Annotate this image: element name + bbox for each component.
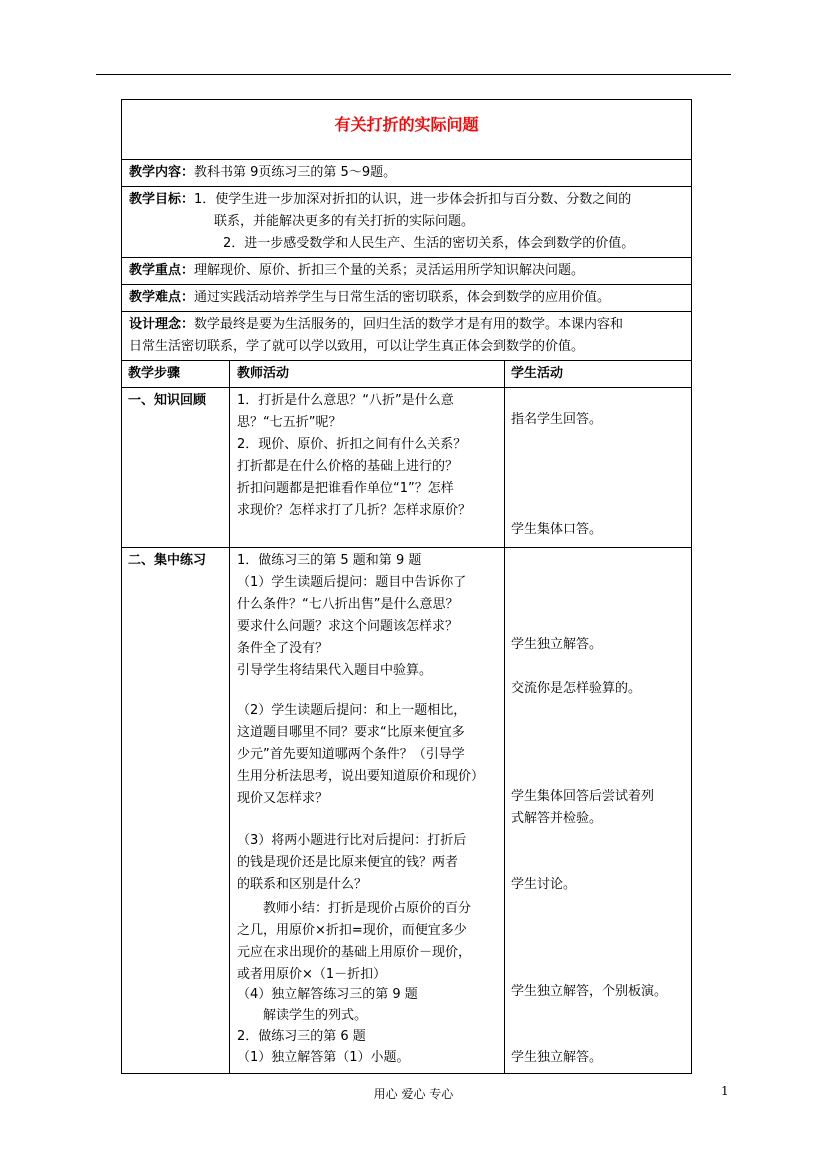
key-point-text: 理解现价、原价、折扣三个量的关系；灵活运用所学知识解决问题。: [194, 263, 585, 278]
header-rule: [96, 74, 731, 75]
key-point-label: 教学重点：: [129, 263, 195, 278]
student-activity: 指名学生回答。 学生集体口答。: [511, 412, 603, 537]
goals-line-1: 教学目标：1．使学生进一步加深对折扣的认识，进一步体会折扣与百分数、分数之间的: [129, 192, 632, 207]
header-step: 教学步骤: [122, 361, 230, 387]
key-point-row: [122, 258, 691, 285]
title-row: [122, 100, 691, 160]
teacher-activity: 1．做练习三的第 5 题和第 9 题 （1）学生读题后提问：题目中告诉你了 什么条件？“七八折出售”是什么意思？ 要求什么问题？求这个问题该怎样求？ 条件全了没有？ 引导学生将结果代入题目中验算。 （2）学生读题后提问：和上一题相比， 这道题目哪里不同？要求“比原来便宜多 少元”首先要知道哪两个条件？（引导学 生用分析法思考，说出要知道原价和现价） 现价又怎样求？ （3）将两小题进行比对后提问：打折后 的钱是现价还是比原来便宜的钱？两者 的联系和区别是什么？ 教师小结：打折是现价占原价的百分 之几，用原价×折扣=现价，而便宜多少 元应在求出现价的基础上用原价－现价， 或者用原价×（1－折扣） （4）独立解答练习三的第 9 题 解读学生的列式。 2．做练习三的第 6 题 （1）独立解答第（1）小题。: [230, 548, 505, 1073]
student-activity: 学生独立解答。 交流你是怎样验算的。 学生集体回答后尝试着列 式解答并检验。 学生讨论。 学生独立解答，个别板演。 学生独立解答。: [511, 637, 668, 1065]
header-student: 学生活动: [511, 366, 564, 381]
lesson-plan-table: [121, 99, 692, 1074]
difficulty-text: 通过实践活动培养学生与日常生活的密切联系，体会到数学的应用价值。: [194, 290, 611, 305]
page-footer: 用心 爱心 专心: [373, 1087, 454, 1101]
philosophy-label: 设计理念：: [129, 317, 195, 332]
step-name: 二、集中练习: [122, 548, 230, 1073]
goals-line-3: 2．进一步感受数学和人民生产、生活的密切关系，体会到数学的价值。: [223, 236, 635, 251]
philosophy-line-1: 设计理念：数学最终是要为生活服务的，回归生活的数学才是有用的数学。本课内容和: [129, 317, 624, 332]
page-number: 1: [721, 1084, 729, 1098]
difficulty-row: [122, 285, 691, 312]
table-row-practice: [122, 548, 691, 1073]
content-row: [122, 160, 691, 187]
table-row-review: [122, 388, 691, 548]
content-label: 教学内容：: [129, 165, 195, 180]
goals-label: 教学目标：: [129, 192, 195, 207]
goals-line-2: 联系，并能解决更多的有关打折的实际问题。: [214, 214, 475, 229]
document-title: 有关打折的实际问题: [334, 115, 479, 134]
header-teacher: 教师活动: [230, 361, 505, 387]
philosophy-row: [122, 312, 691, 361]
step-name: 一、知识回顾: [122, 388, 230, 547]
goals-row: [122, 187, 691, 258]
content-text: 教科书第 9页练习三的第 5～9题。: [194, 165, 397, 180]
teacher-activity: 1．打折是什么意思？“八折”是什么意 思？“七五折”呢？ 2．现价、原价、折扣之间有什么关系？ 打折都是在什么价格的基础上进行的？ 折扣问题都是把谁看作单位“1”？怎样 求现价？怎样求打了几折？怎样求原价？: [230, 388, 505, 547]
table-header-row: [122, 361, 691, 388]
philosophy-line-2: 日常生活密切联系，学了就可以学以致用，可以让学生真正体会到数学的价值。: [129, 339, 585, 354]
difficulty-label: 教学难点：: [129, 290, 195, 305]
